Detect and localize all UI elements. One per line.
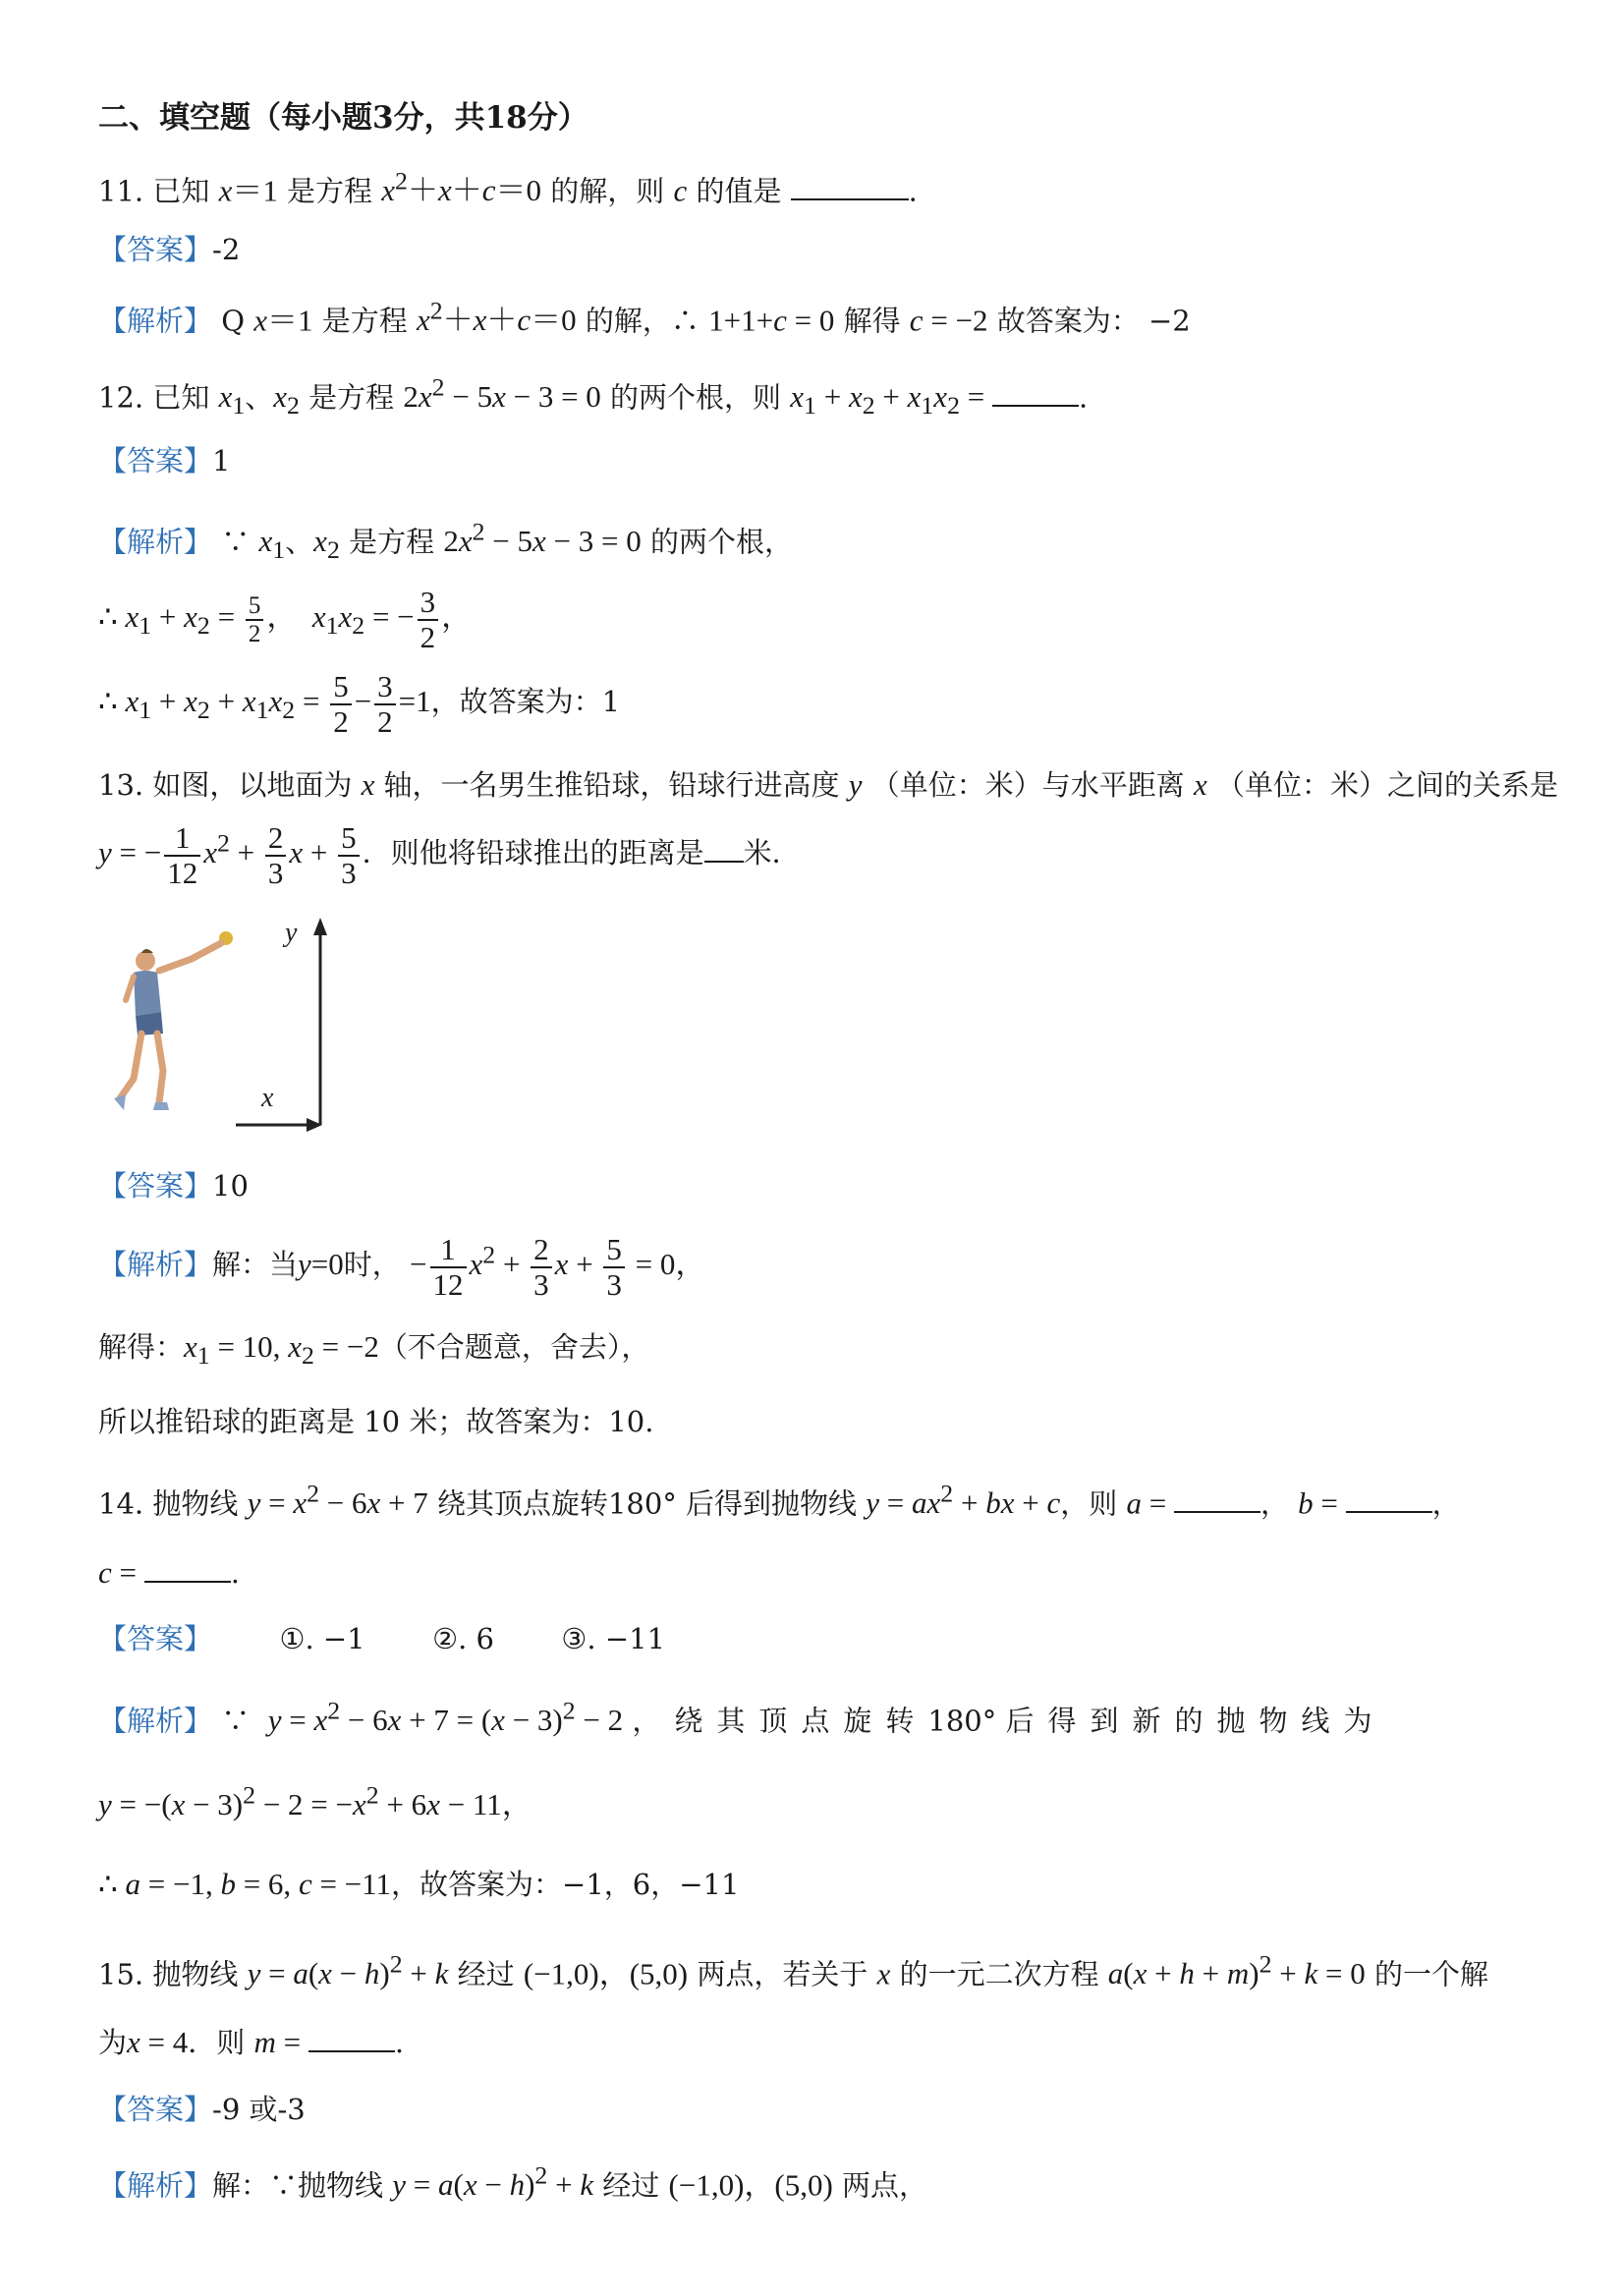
answer-line-14: 【答案】 ①. −1 ②. 6 ③. −11 bbox=[98, 1622, 666, 1655]
y-axis-arrow bbox=[313, 918, 327, 935]
question-15-cont: 为x = 4．则 m = . bbox=[98, 2025, 405, 2059]
math-expression: $x^2+x+c=0$ bbox=[381, 167, 541, 208]
question-14: 14. 抛物线 $y = x^2 - 6x + 7$ 绕其顶点旋转180° 后得到抛物线 $y = ax^2$ + bx + c，则 a = ， b = ， bbox=[98, 1480, 1461, 1521]
math-expression: − $\frac{1}{12}$ $x^2$ + $\frac{2}{3}$ x + $\frac{5}{3}$ = 0， bbox=[410, 1232, 706, 1303]
answer-line-12: 【答案】1 bbox=[98, 444, 231, 477]
math-expression: ∴ a = −1, b = 6, c = −11 bbox=[98, 1867, 392, 1901]
math-expression: $x^2+x+c=0$ bbox=[416, 297, 577, 338]
section-title: 二、填空题（每小题3分，共18分） bbox=[98, 100, 588, 136]
math-expression: $2x^2 - 5x - 3 = 0$ bbox=[443, 518, 642, 559]
athlete-icon bbox=[114, 931, 233, 1110]
analysis-line-15: 【解析】解：∵抛物线 $y = a(x - h)^2 + k$ 经过 (−1,0)，(5,0) 两点， bbox=[98, 2161, 928, 2203]
answer-blank bbox=[704, 837, 744, 863]
analysis-12-step-1 bbox=[98, 586, 472, 654]
analysis-13-solve: 解得：$x_1 = 10$, $x_2 = -2$（不合题意，舍去）， bbox=[98, 1329, 650, 1371]
math-expression: $y = x^2 - 6x + 7$ bbox=[247, 1480, 428, 1521]
question-13: 13. 如图，以地面为 x 轴，一名男生推铅球，铅球行进高度 y （单位：米）与水平距离 x （单位：米）之间的关系是 bbox=[98, 767, 1558, 802]
answer-blank bbox=[791, 175, 909, 200]
math-expression: $x_1 + x_2 + x_1x_2$ = bbox=[790, 379, 992, 420]
question-12: 12. 已知 $x_1$、$x_2$ 是方程 $2x^2 - 5x - 3 = 0$ 的两个根，则 $x_1 + x_2 + x_1x_2$ = . bbox=[98, 373, 1089, 420]
math-expression: y = − $\frac{1}{12}$ $x^2$ + $\frac{2}{3}$ x + $\frac{5}{3}$ bbox=[98, 835, 363, 869]
answer-tag: 【答案】 bbox=[98, 233, 213, 266]
question-14-cont: c = . bbox=[98, 1555, 240, 1590]
answer-line-15: 【答案】-9 或-3 bbox=[98, 2093, 306, 2126]
answer-value: 10 bbox=[212, 1169, 249, 1203]
math-expression: $y = -(x - 3)^2 - 2 = -x^2 + 6x - 11$， bbox=[98, 1781, 532, 1822]
answer-value: 1 bbox=[212, 444, 231, 477]
math-expression: $2x^2 - 5x - 3 = 0$ bbox=[403, 373, 601, 415]
math-expression: ∴ $x_1 + x_2$ = $\frac{5}{2}$ ， $x_1x_2$ = − $\frac{3}{2}$ ， bbox=[98, 585, 473, 655]
math-expression: $y = a(x - h)^2 + k$ bbox=[392, 2161, 594, 2203]
answer-blank bbox=[144, 1557, 231, 1583]
math-expression: $a(x + h + m)^2 + k = 0$ bbox=[1107, 1950, 1366, 1991]
question-11: 11. 已知 x＝1 是方程 $x^2+x+c=0$ 的解，则 c 的值是 . bbox=[98, 167, 918, 208]
math-expression: c bbox=[673, 173, 688, 208]
answer-value-1: ①. −1 bbox=[279, 1622, 365, 1655]
question-15: 15. 抛物线 $y = a(x - h)^2 + k$ 经过 (−1,0)，(5,0) 两点，若关于 x 的一元二次方程 $a(x + h + m)^2 + k = 0$ 的一个解 bbox=[98, 1950, 1488, 1991]
analysis-line-11: 【解析】 Q x＝1 是方程 $x^2+x+c=0$ 的解，∴ 1+1+c = 0 解得 c = −2 故答案为： −2 bbox=[98, 297, 1191, 338]
analysis-tag: 【解析】 bbox=[98, 304, 213, 338]
analysis-line-14: 【解析】 ∵ $y = x^2 - 6x + 7 = (x - 3)^2 - 2$ ，绕其顶点旋转180° 后得到新的抛物线为 bbox=[98, 1697, 1386, 1738]
math-expression: ∴ $x_1 + x_2 + x_1x_2$ = $\frac{5}{2}$ − $\frac{3}{2}$ =1 bbox=[98, 669, 431, 740]
analysis-12-step-2: ∴ $x_1 + x_2 + x_1x_2$ = $\frac{5}{2}$ − $\frac{3}{2}$ =1，故答案为：1 bbox=[98, 669, 621, 740]
answer-value-3: ③. −11 bbox=[561, 1622, 666, 1655]
answer-blank bbox=[308, 2027, 395, 2052]
math-expression: x＝1 bbox=[253, 303, 313, 338]
answer-line-11 bbox=[98, 233, 240, 267]
answer-value: -9 或-3 bbox=[212, 2093, 306, 2126]
math-expression: $y = a(x - h)^2 + k$ bbox=[247, 1950, 449, 1991]
math-expression: c = −2 bbox=[909, 303, 988, 338]
math-expression: $x_1 = 10$, $x_2 = -2$ bbox=[184, 1329, 379, 1371]
shot-put-figure bbox=[98, 914, 344, 1140]
question-13-formula: y = − $\frac{1}{12}$ $x^2$ + $\frac{2}{3}$ x + $\frac{5}{3}$ ．则他将铅球推出的距离是 米． bbox=[98, 820, 801, 891]
answer-value-2: ②. 6 bbox=[432, 1622, 494, 1655]
analysis-13-conclusion: 所以推铅球的距离是 10 米；故答案为：10. bbox=[98, 1405, 654, 1438]
analysis-14-step bbox=[98, 1781, 532, 1823]
answer-line-13: 【答案】10 bbox=[98, 1169, 249, 1203]
answer-value: -2 bbox=[212, 233, 241, 266]
answer-blank bbox=[992, 381, 1079, 407]
answer-blank bbox=[1174, 1487, 1260, 1513]
math-expression: $y = ax^2$ + bx + c bbox=[866, 1480, 1061, 1521]
y-axis-label: y bbox=[285, 918, 298, 948]
x-axis-label: x bbox=[261, 1083, 274, 1113]
answer-blank bbox=[1346, 1487, 1432, 1513]
analysis-line-13: 【解析】解：当y=0时， − $\frac{1}{12}$ $x^2$ + $\frac{2}{3}$ x + $\frac{5}{3}$ = 0， bbox=[98, 1232, 706, 1303]
math-expression: $y = x^2 - 6x + 7 = (x - 3)^2 - 2$ bbox=[267, 1697, 624, 1738]
analysis-14-final: ∴ a = −1, b = 6, c = −11，故答案为：−1，6，−11 bbox=[98, 1867, 740, 1901]
math-expression: 1+1+c = 0 bbox=[708, 303, 835, 338]
analysis-line-12: 【解析】 ∵ $x_1$、$x_2$ 是方程 $2x^2 - 5x - 3 = 0$ 的两个根， bbox=[98, 518, 793, 565]
math-expression: x＝1 bbox=[218, 173, 278, 208]
